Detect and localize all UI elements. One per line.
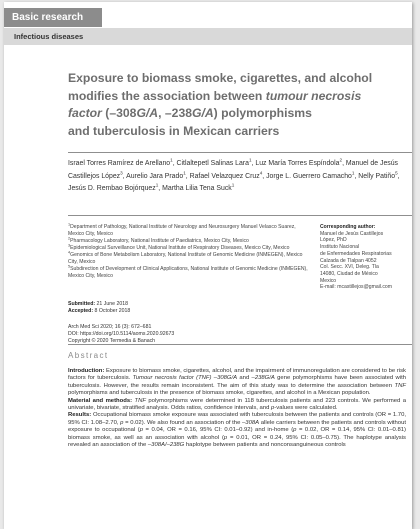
author-affiliation-marker: 1: [170, 157, 173, 163]
title-line-2: modifies the association between: [68, 88, 266, 103]
copyright-notice: Copyright © 2020 Termedia & Banach: [68, 337, 156, 344]
author-affiliation-marker: 1: [183, 170, 186, 176]
author-affiliation-marker: 1: [248, 157, 252, 163]
corresponding-address-line: Manuel de Jesús Castillejos: [320, 230, 384, 237]
abstract-heading: Abstract: [68, 351, 109, 360]
affiliation-number: 2: [68, 236, 71, 241]
intro-text-4: polymorphisms and tuberculosis in the presence of biomass smoke, cigarettes, and alcohol in a Mexican population.: [68, 390, 371, 397]
author-affiliation-marker: 5: [395, 170, 398, 176]
results-text-6: = 0.01, OR = 0.24, 95% CI: 0.05–0.75). The haplotype analysis revealed an association of the: [68, 434, 407, 449]
affiliation-item: [68, 236, 308, 248]
corresponding-heading: Corresponding author:: [320, 224, 376, 230]
author-name: Nelly Patiño: [358, 172, 396, 180]
corresponding-address-line: Instituto Nacional: [320, 244, 360, 251]
title-line-3-b: , –238: [158, 106, 192, 120]
corresponding-address-line: Calzada de Tlalpan 4052: [320, 257, 377, 264]
article-title: [68, 70, 404, 140]
author-affiliation-marker: 3: [120, 170, 123, 176]
corresponding-address-line: 14080, Ciudad de México: [320, 270, 378, 277]
author-affiliation-marker: 1: [155, 182, 159, 188]
affiliation-number: 5: [68, 264, 71, 269]
author-name: Manuel de Jesús Castillejos López: [68, 160, 398, 180]
abstract-body: [68, 368, 406, 449]
corresponding-author: [320, 224, 408, 291]
methods-tnf-italic: TNF: [132, 397, 146, 404]
author-separator: ,: [122, 172, 127, 180]
author-list: [68, 158, 406, 196]
affiliation-item: [68, 245, 308, 252]
article-page: [4, 2, 412, 529]
intro-label: Introduction:: [68, 368, 105, 374]
corresponding-address-line: Mexico: [320, 277, 337, 284]
submission-dates: [68, 301, 130, 315]
accepted-label: Accepted:: [68, 307, 94, 314]
author-separator: ,: [172, 160, 177, 167]
affiliation-text: Epidemiological Surveillance Unit, National Institute of Respiratory Diseases, Mexico City, Mexico: [70, 245, 290, 252]
author-separator: ,: [397, 172, 400, 180]
corresponding-address: [320, 231, 408, 291]
author-name: Jesús D. Rembao Bojórquez: [68, 185, 156, 193]
submitted-label: Submitted:: [68, 301, 96, 307]
author-name: Luz María Torres Espíndola: [255, 160, 340, 167]
results-text-4: = 0.04, OR = 0.16, 95% CI: 0.01–0.92) and in-home (: [143, 427, 294, 434]
author-affiliation-marker: 4: [259, 170, 263, 176]
author-affiliation-marker: 1: [351, 170, 355, 176]
results-p4: p: [223, 434, 228, 441]
title-line-2-italic: tumour necrosis: [265, 88, 362, 103]
corresponding-address-line: López, PhD: [320, 237, 347, 244]
journal-citation: Arch Med Sci 2020; 16 (3): 672–681: [68, 324, 152, 330]
affiliation-item: [68, 224, 308, 237]
intro-text-1: Exposure to biomass smoke, cigarettes, alcohol, and the impairment of immunoregulation are considered to be risk factors for tuberculosis.: [68, 368, 406, 382]
citation-block: [68, 324, 174, 344]
affiliation-text: Pharmacology Laboratory, National Institute of Paediatrics, Mexico City, Mexico: [70, 237, 249, 244]
affiliation-number: 4: [68, 250, 71, 255]
author-name: Aurelio Jara Prado: [126, 172, 184, 180]
affiliation-text: Genomics of Bone Metabolism Laboratory, National Institute of Genomic Medicine (INMEGEN), Mexico City, Mexico: [68, 252, 303, 266]
author-name: Martha Lilia Tena Suck: [162, 185, 232, 193]
authors-divider: [68, 215, 412, 216]
corresponding-email[interactable]: E-mail: mcastillejos@gmail.com: [320, 284, 392, 291]
abstract-divider: [68, 344, 412, 345]
author-separator: ,: [251, 160, 256, 167]
affiliation-number: 3: [68, 243, 71, 248]
results-p1: p: [120, 419, 124, 426]
title-line-3-gene-2: G/A: [192, 106, 214, 120]
affiliation-text: Subdirection of Development of Clinical Applications, National Institute of Genomic Medicine (INMEGEN), Mexico City, Mexico: [68, 266, 308, 279]
submitted-date: 21 June 2018: [96, 301, 128, 307]
category-label: Infectious diseases: [4, 28, 412, 45]
methods-text-1: polymorphisms were determined in 118 tuberculosis patients and 223 controls. We performed a univariate, bivariate, stratified analysis. Odds ratios, confidence intervals, and: [68, 397, 406, 412]
results-text-3: allele carriers between the patients and controls without exposure to occupational (: [68, 419, 406, 434]
results-text-5: = 0.02, OR = 0.14, 95% CI: 0.01–0.81) biomass smoke, as well as an association with alcohol (: [68, 427, 406, 441]
author-affiliation-marker: 2: [339, 157, 343, 163]
author-name: Israel Torres Ramírez de Arellano: [68, 160, 171, 167]
title-line-3-a: (–308: [101, 106, 137, 120]
results-p2: p: [139, 427, 144, 434]
intro-tnf-italic: Tumour necrosis factor (TNF) –308G/A: [132, 375, 238, 382]
affiliation-list: [68, 224, 308, 280]
corresponding-address-line: de Enfermedades Respiratorias: [320, 250, 392, 257]
affiliation-number: 1: [68, 222, 71, 227]
methods-label: Material and methods:: [68, 397, 133, 404]
title-line-4: and tuberculosis in Mexican carriers: [68, 123, 280, 138]
author-separator: ,: [354, 172, 359, 180]
results-308-italic: –308A: [242, 419, 260, 426]
results-label: Results:: [68, 412, 92, 419]
author-name: Jorge L. Guerrero Camacho: [266, 172, 352, 180]
section-label: Basic research: [4, 8, 102, 27]
title-line-1: Exposure to biomass smoke, cigarettes, and alcohol: [68, 71, 373, 85]
author-name: Citlaltepetl Salinas Lara: [176, 160, 249, 167]
accepted-date: 8 October 2018: [94, 307, 131, 314]
affiliation-item: [68, 266, 308, 279]
affiliation-text: Department of Pathology, National Institute of Neurology and Neurosurgery Manuel Velasco Suarez, Mexico City, Mexico: [68, 224, 296, 237]
results-p3: p: [293, 427, 297, 434]
methods-p-italic: p: [271, 405, 275, 412]
results-text-1: Occupational biomass smoke exposure was associated with tuberculosis between the patients and controls (OR = 1.70, 95% CI: 1.08–2.70,: [68, 412, 406, 426]
author-separator: ,: [342, 160, 346, 167]
title-divider: [68, 152, 412, 153]
author-separator: ,: [158, 185, 163, 193]
author-name: Rafael Velazquez Cruz: [189, 172, 260, 180]
author-affiliation-marker: 1: [231, 182, 235, 188]
title-line-3-gene-1: G/A: [136, 106, 159, 120]
corresponding-address-line: Col. Secc. XVI, Deleg. Tla: [320, 264, 379, 271]
intro-tnf2-italic: TNF: [394, 382, 406, 389]
intro-238-italic: –238G/A: [251, 375, 275, 382]
results-text-2: = 0.02). We also found an association of the: [123, 419, 243, 426]
title-line-3-italic: factor: [68, 106, 102, 120]
results-haplotype-italic: –308A/–238G: [147, 442, 185, 449]
title-line-3-c: ) polymorphisms: [213, 106, 312, 120]
author-separator: ,: [262, 172, 267, 180]
doi-link[interactable]: DOI: https://doi.org/10.5114/aoms.2020.92673: [68, 330, 175, 337]
methods-text-2: -values were calculated.: [274, 405, 338, 412]
intro-text-3: gene polymorphisms have been associated with tuberculosis. However, the results remain inconsistent. The aim of this study was to determine the association between: [68, 375, 406, 389]
author-separator: ,: [185, 172, 190, 180]
intro-text-2: and: [237, 375, 252, 382]
affiliation-item: [68, 252, 308, 265]
results-text-7: haplotype between patients and nonconsanguineous controls: [184, 442, 346, 449]
